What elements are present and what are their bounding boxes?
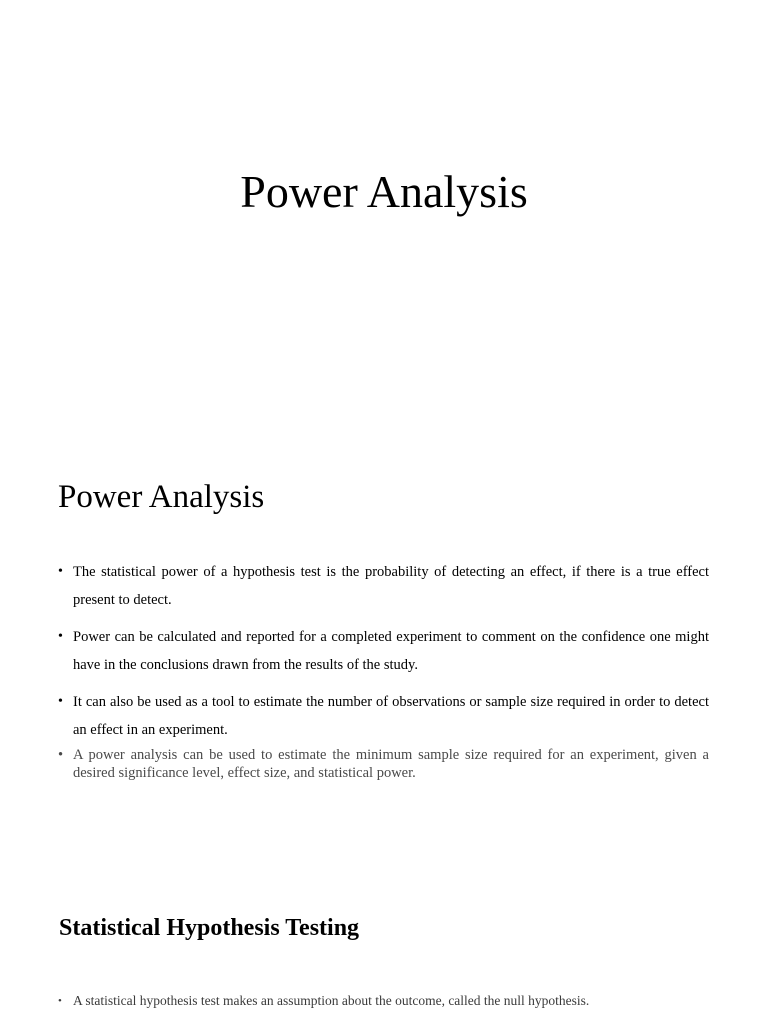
bullet-text: It can also be used as a tool to estimate the number of observations or sample size required in order to detect an effect in an experiment.	[73, 694, 709, 738]
slide-heading: Statistical Hypothesis Testing	[59, 915, 360, 941]
bullet-list	[58, 992, 709, 1010]
bullet-icon: •	[58, 629, 63, 644]
list-item	[58, 688, 709, 744]
slide-heading: Power Analysis	[58, 479, 265, 515]
list-item	[58, 623, 709, 679]
list-item	[58, 746, 709, 782]
bullet-list	[58, 558, 709, 782]
slide-hypothesis-testing	[0, 860, 768, 1024]
slide-power-analysis	[0, 420, 768, 860]
bullet-text: The statistical power of a hypothesis test is the probability of detecting an effect, if there is a true effect present to detect.	[73, 564, 709, 608]
list-item	[58, 558, 709, 614]
bullet-icon: •	[58, 564, 63, 579]
bullet-icon: •	[58, 694, 63, 709]
bullet-text: A power analysis can be used to estimate the minimum sample size required for an experiment, given a desired significance level, effect size, and statistical power.	[73, 747, 709, 781]
list-item	[58, 992, 709, 1010]
slide-title	[0, 0, 768, 420]
bullet-icon: •	[58, 995, 62, 1007]
slide-title-heading: Power Analysis	[240, 166, 528, 217]
bullet-text: Power can be calculated and reported for a completed experiment to comment on the confidence one might have in the conclusions drawn from the results of the study.	[73, 629, 709, 673]
bullet-text: A statistical hypothesis test makes an assumption about the outcome, called the null hypothesis.	[73, 993, 590, 1008]
bullet-icon: •	[58, 747, 64, 763]
